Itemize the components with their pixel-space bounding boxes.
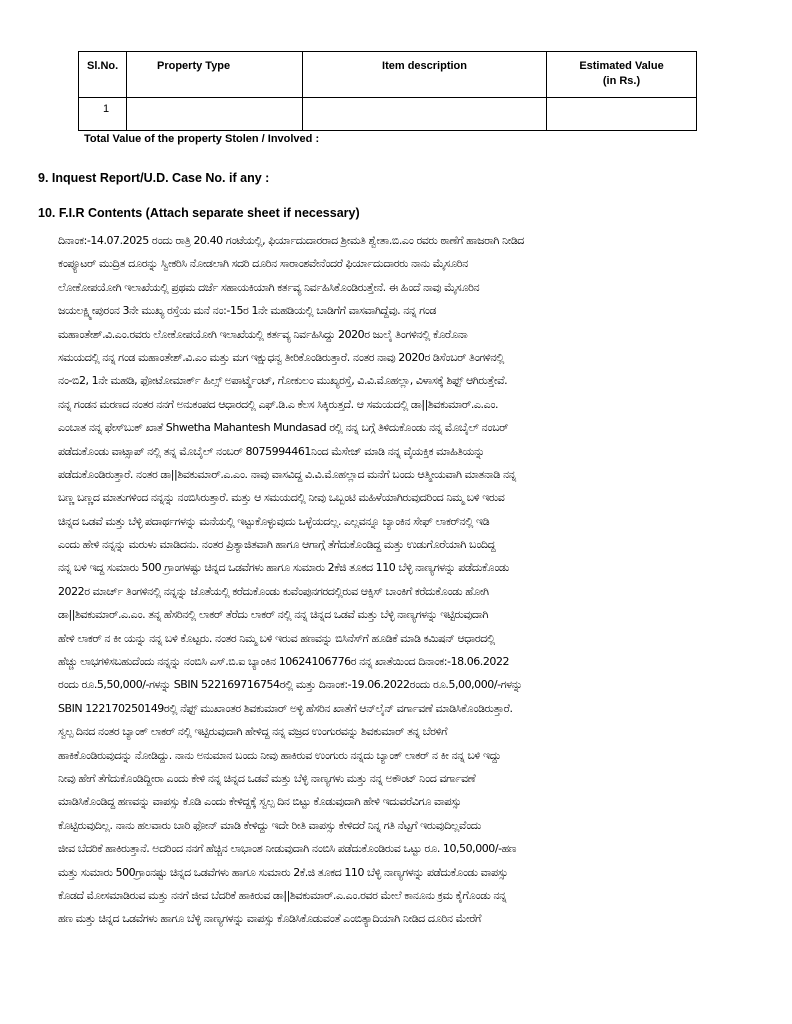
- fir-line: ನನ್ನ ಗಂಡನ ಮರಣದ ನಂತರ ನನಗೆ ಅನುಕಂಪದ ಆಧಾರದಲ್ಲಿ ಎಫ್.ಡಿ.ಎ ಕೆಲಸ ಸಿಕ್ಕಿರುತ್ತದೆ. ಆ ಸಮಯದಲ್ಲಿ ಡಾ||ಶಿವಕುಮಾರ್.ಎ.ಎಂ.: [58, 397, 499, 411]
- fir-line: ಕೊಟ್ಟಿರುವುದಿಲ್ಲ. ನಾನು ಹಲವಾರು ಬಾರಿ ಫೋನ್ ಮಾಡಿ ಕೇಳಿದ್ದು ಇದೇ ರೀತಿ ವಾಪಸ್ಸು ಕೇಳಿದರೆ ನಿನ್ನ ಗತಿ ನೆಟ್ಟಗೆ ಇರುವುದಿಲ್ಲವೆಂದು: [58, 818, 481, 832]
- fir-line: ದಿನಾಂಕ:-14.07.2025 ರಂದು ರಾತ್ರಿ 20.40 ಗಂಟೆಯಲ್ಲಿ, ಫಿರ್ಯಾದುದಾರರಾದ ಶ್ರೀಮತಿ ಶ್ವೇತಾ.ಬಿ.ಎಂ ರವರು ಠಾಣೆಗೆ ಹಾಜರಾಗಿ ನೀಡಿದ: [58, 234, 524, 247]
- fir-line: ಹಾಕಿಕೊಂಡಿರುವುದನ್ನು ನೋಡಿದ್ದು. ನಾನು ಅನುಮಾನ ಬಂದು ನೀವು ಹಾಕಿರುವ ಉಂಗುರು ನನ್ನದು ಬ್ಯಾಂಕ್ ಲಾಕರ್ ನ ಕೀ ನನ್ನ ಬಳಿ ಇದ್ದು: [58, 748, 501, 762]
- fir-line: ಸಮಯದಲ್ಲಿ ನನ್ನ ಗಂಡ ಮಹಾಂತೇಶ್.ವಿ.ಎಂ ಮತ್ತು ಮಗ ಇಕ್ಷುಧನ್ವ ತೀರಿಕೊಂಡಿರುತ್ತಾರೆ. ನಂತರ ನಾವು 2020ರ ಡಿಸೆಂಬರ್ ತಿಂಗಳಿನಲ್ಲಿ: [58, 350, 504, 364]
- fir-line: ಬಣ್ಣ ಬಣ್ಣದ ಮಾತುಗಳಿಂದ ನನ್ನನ್ನು ನಂಬಿಸಿರುತ್ತಾರೆ. ಮತ್ತು ಆ ಸಮಯದಲ್ಲಿ ನೀವು ಒಬ್ಬಂಟಿ ಮಹಿಳೆಯಾಗಿರುವುದರಿಂದ ನಿಮ್ಮ ಬಳಿ ಇರುವ: [58, 491, 505, 505]
- property-table: [78, 51, 697, 131]
- fir-line: ಸ್ವಲ್ಪ ದಿನದ ನಂತರ ಬ್ಯಾಂಕ್ ಲಾಕರ್ ನಲ್ಲಿ ಇಟ್ಟಿರುವುದಾಗಿ ಹೇಳಿದ್ದ ನನ್ನ ವಜ್ರದ ಉಂಗುರವನ್ನು ಶಿವಕುಮಾರ್ ತನ್ನ ಬೆರಳಿಗೆ: [58, 725, 448, 739]
- header-property-type: Property Type: [127, 52, 303, 98]
- fir-line: ಲೋಕೋಪಯೋಗಿ ಇಲಾಖೆಯಲ್ಲಿ ಪ್ರಥಮ ದರ್ಜೆ ಸಹಾಯಕಿಯಾಗಿ ಕರ್ತವ್ಯ ನಿರ್ವಹಿಸಿಕೊಂಡಿರುತ್ತೇನೆ. ಈ ಹಿಂದೆ ನಾವು ಮೈಸೂರಿನ: [58, 280, 480, 294]
- fir-line: ಎಂಬಾತ ನನ್ನ ಫೇಸ್‌ಬುಕ್ ಖಾತೆ Shwetha Mahantesh Mundasad ರಲ್ಲಿ ನನ್ನ ಬಗ್ಗೆ ತಿಳಿದುಕೊಂಡು ನನ್ನ ಮೊಬೈಲ್ ನಂಬರ್: [58, 421, 509, 435]
- row-estimated-value: [547, 98, 697, 131]
- property-table-header: [79, 52, 697, 98]
- row-slno: 1: [79, 98, 127, 131]
- fir-line: ನಂ-ಬಿ2, 1ನೇ ಮಹಡಿ, ಫೋಟೋಮಾರ್ಕ್ ಹಿಲ್ಸ್ ಅಪಾರ್ಟ್ಮೆಂಟ್, ಗೋಕುಲಂ ಮುಖ್ಯರಸ್ತೆ, ವಿ.ವಿ.ಮೊಹಲ್ಲಾ, ವಿಳಾಸಕ್ಕೆ ಶಿಫ್ಟ್ ಆಗಿರುತ್ತೇವೆ.: [58, 374, 508, 388]
- row-item-description: [303, 98, 547, 131]
- fir-line: ಹೇಳಿ ಲಾಕರ್ ನ ಕೀ ಯನ್ನು ನನ್ನ ಬಳಿ ಕೊಟ್ಟರು. ನಂತರ ನಿಮ್ಮ ಬಳಿ ಇರುವ ಹಣವನ್ನು ಬಿಸಿನೆಸ್‌ಗೆ ಹೂಡಿಕೆ ಮಾಡಿ ಕಮಿಷನ್ ಆಧಾರದಲ್ಲಿ: [58, 631, 495, 645]
- fir-line: ಚಿನ್ನದ ಒಡವೆ ಮತ್ತು ಬೆಳ್ಳಿ ಪದಾರ್ಥಗಳನ್ನು ಮನೆಯಲ್ಲಿ ಇಟ್ಟುಕೊಳ್ಳುವುದು ಒಳ್ಳೆಯದಲ್ಲ. ಎಲ್ಲವನ್ನೂ ಬ್ಯಾಂಕಿನ ಸೇಫ್ ಲಾಕರ್‌ನಲ್ಲಿ ಇಡಿ: [58, 514, 490, 528]
- fir-line: ಮತ್ತು ಸುಮಾರು 500ಗ್ರಾಂನಷ್ಟು ಚಿನ್ನದ ಒಡವೆಗಳು ಹಾಗೂ ಸುಮಾರು 2ಕೆ.ಜಿ ತೂಕದ 110 ಬೆಳ್ಳಿ ನಾಣ್ಯಗಳನ್ನು ಪಡೆದುಕೊಂಡು ವಾಪಸ್ಸು: [58, 865, 508, 879]
- header-item-description: Item description: [303, 52, 547, 98]
- fir-line: ಮಹಾಂತೇಶ್.ವಿ.ಎಂ.ರವರು ಲೋಕೋಪಯೋಗಿ ಇಲಾಖೆಯಲ್ಲಿ ಕರ್ತವ್ಯ ನಿರ್ವಹಿಸಿದ್ದು 2020ರ ಜುಲೈ ತಿಂಗಳಿನಲ್ಲಿ ಕೊರೊನಾ: [58, 327, 468, 341]
- fir-line: SBIN 122170250149ರಲ್ಲಿ ನೆಫ್ಟ್ ಮುಖಾಂತರ ಶಿವಕುಮಾರ್ ಅಳ್ಳಿ ಹೆಸರಿನ ಖಾತೆಗೆ ಆನ್‌ಲೈನ್ ವರ್ಗಾವಣೆ ಮಾಡಿಸಿಕೊಂಡಿರುತ್ತಾರೆ.: [58, 701, 513, 715]
- fir-contents: [58, 229, 718, 931]
- fir-line: ಹೆಚ್ಚು ಲಾಭಗಳಿಸಬಹುದೆಂದು ನನ್ನನ್ನು ನಂಬಿಸಿ ಎಸ್.ಬಿ.ಐ ಬ್ಯಾಂಕಿನ 10624106776ರ ನನ್ನ ಖಾತೆಯಿಂದ ದಿನಾಂಕ:-18.06.2022: [58, 655, 510, 669]
- section-10-heading: 10. F.I.R Contents (Attach separate sheet if necessary): [38, 206, 360, 220]
- fir-line: ರಂದು ರೂ.5,50,000/-ಗಳನ್ನು SBIN 522169716754ರಲ್ಲಿ ಮತ್ತು ದಿನಾಂಕ:-19.06.2022ರಂದು ರೂ.5,00,000/-ಗಳನ್ನು: [58, 678, 523, 692]
- fir-line: ಮಾಡಿಸಿಕೊಂಡಿದ್ದ ಹಣವನ್ನು ವಾಪಸ್ಸು ಕೊಡಿ ಎಂದು ಕೇಳಿದ್ದಕ್ಕೆ ಸ್ವಲ್ಪ ದಿನ ಬಿಟ್ಟು ಕೊಡುವುದಾಗಿ ಹೇಳಿ ಇದುವರೆವಿಗೂ ವಾಪಸ್ಸು: [58, 795, 462, 809]
- header-slno: Sl.No.: [79, 52, 127, 98]
- fir-line: ನೀವು ಹೇಗೆ ತೆಗೆದುಕೊಂಡಿದ್ದೀರಾ ಎಂದು ಕೇಳಿ ನನ್ನ ಚಿನ್ನದ ಒಡವೆ ಮತ್ತು ಬೆಳ್ಳಿ ನಾಣ್ಯಗಳು ಮತ್ತು ನನ್ನ ಅಕೌಂಟ್ ನಿಂದ ವರ್ಗಾವಣೆ: [58, 771, 476, 785]
- fir-line: ಕೊಡದೆ ಮೋಸಮಾಡಿರುವ ಮತ್ತು ನನಗೆ ಜೀವ ಬೆದರಿಕೆ ಹಾಕಿರುವ ಡಾ||ಶಿವಕುಮಾರ್.ಎ.ಎಂ.ರವರ ಮೇಲೆ ಕಾನೂನು ಕ್ರಮ ಕೈಗೊಂಡು ನನ್ನ: [58, 888, 507, 902]
- fir-line: ಜೀವ ಬೆದರಿಕೆ ಹಾಕಿರುತ್ತಾನೆ. ಅದರಿಂದ ನನಗೆ ಹೆಚ್ಚಿನ ಲಾಭಾಂಶ ನೀಡುವುದಾಗಿ ನಂಬಿಸಿ ಪಡೆದುಕೊಂಡಿರುವ ಒಟ್ಟು ರೂ. 10,50,000/-ಹಣ: [58, 842, 517, 856]
- fir-line: ಎಂದು ಹೇಳಿ ನನ್ನನ್ನು ಮರುಳು ಮಾಡಿದನು. ನಂತರ ಪ್ರಿತ್ಯಾಜಿತವಾಗಿ ಹಾಗೂ ಆಗಾಗ್ಗೆ ತೆಗೆದುಕೊಂಡಿದ್ದ ಮತ್ತು ಉಡುಗೊರೆಯಾಗಿ ಬಂದಿದ್ದ: [58, 538, 496, 552]
- row-property-type: [127, 98, 303, 131]
- fir-line: ಜಯಲಕ್ಷ್ಮೀಪುರಂನ 3ನೇ ಮುಖ್ಯ ರಸ್ತೆಯ ಮನೆ ನಂ:-15ರ 1ನೇ ಮಹಡಿಯಲ್ಲಿ ಬಾಡಿಗೆಗೆ ವಾಸವಾಗಿದ್ದೆವು. ನನ್ನ ಗಂಡ: [58, 304, 437, 318]
- fir-line: ಪಡೆದುಕೊಂಡಿರುತ್ತಾರೆ. ನಂತರ ಡಾ||ಶಿವಕುಮಾರ್.ಎ.ಎಂ. ನಾವು ವಾಸವಿದ್ದ ವಿ.ವಿ.ಮೊಹಲ್ಲಾದ ಮನೆಗೆ ಬಂದು ಆತ್ಮೀಯವಾಗಿ ಮಾತನಾಡಿ ನನ್ನ: [58, 467, 516, 481]
- table-row: [79, 98, 697, 131]
- fir-line: ಕಂಪ್ಯೂಟರ್ ಮುದ್ರಿತ ದೂರನ್ನು ಸ್ವೀಕರಿಸಿ ನೋಡಲಾಗಿ ಸದರಿ ದೂರಿನ ಸಾರಾಂಶವೇನೆಂದರೆ ಫಿರ್ಯಾದುದಾರರು ನಾನು ಮೈಸೂರಿನ: [58, 257, 468, 271]
- section-9-heading: 9. Inquest Report/U.D. Case No. if any :: [38, 171, 270, 185]
- fir-line: ನನ್ನ ಬಳಿ ಇದ್ದ ಸುಮಾರು 500 ಗ್ರಾಂಗಳಷ್ಟು ಚಿನ್ನದ ಒಡವೆಗಳು ಹಾಗೂ ಸುಮಾರು 2ಕೆಜಿ ತೂಕದ 110 ಬೆಳ್ಳಿ ನಾಣ್ಯಗಳನ್ನು ಪಡೆದುಕೊಂಡು: [58, 561, 509, 575]
- fir-line: 2022ರ ಮಾರ್ಚ್ ತಿಂಗಳಿನಲ್ಲಿ ನನ್ನನ್ನು ಜೊತೆಯಲ್ಲಿ ಕರೆದುಕೊಂಡು ಕುವೆಂಪುನಗರದಲ್ಲಿರುವ ಆಕ್ಸಿಸ್ ಬಾಂಕಿಗೆ ಕರೆದುಕೊಂಡು ಹೋಗಿ: [58, 584, 489, 598]
- header-estimated-value: Estimated Value (in Rs.): [547, 52, 697, 98]
- fir-line: ಹಣ ಮತ್ತು ಚಿನ್ನದ ಒಡವೆಗಳು ಹಾಗೂ ಬೆಳ್ಳಿ ನಾಣ್ಯಗಳನ್ನು ವಾಪಸ್ಸು ಕೊಡಿಸಿಕೊಡುವಂತೆ ಎಂಬಿತ್ಯಾದಿಯಾಗಿ ನೀಡಿದ ದೂರಿನ ಮೇರೆಗೆ: [58, 912, 481, 926]
- total-value-label: Total Value of the property Stolen / Involved :: [84, 133, 320, 145]
- fir-line: ಡಾ||ಶಿವಕುಮಾರ್.ಎ.ಎಂ. ತನ್ನ ಹೆಸರಿನಲ್ಲಿ ಲಾಕರ್ ತೆರೆದು ಲಾಕರ್ ನಲ್ಲಿ ನನ್ನ ಚಿನ್ನದ ಒಡವೆ ಮತ್ತು ಬೆಳ್ಳಿ ನಾಣ್ಯಗಳನ್ನು ಇಟ್ಟಿರುವುದಾಗಿ: [58, 608, 489, 622]
- fir-line: ಪಡೆದುಕೊಂಡು ವಾಟ್ಸಾಪ್ ನಲ್ಲಿ ತನ್ನ ಮೊಬೈಲ್ ನಂಬರ್ 8075994461ನಿಂದ ಮೆಸೇಜ್ ಮಾಡಿ ನನ್ನ ವೈಯಕ್ತಿಕ ಮಾಹಿತಿಯನ್ನು: [58, 444, 485, 458]
